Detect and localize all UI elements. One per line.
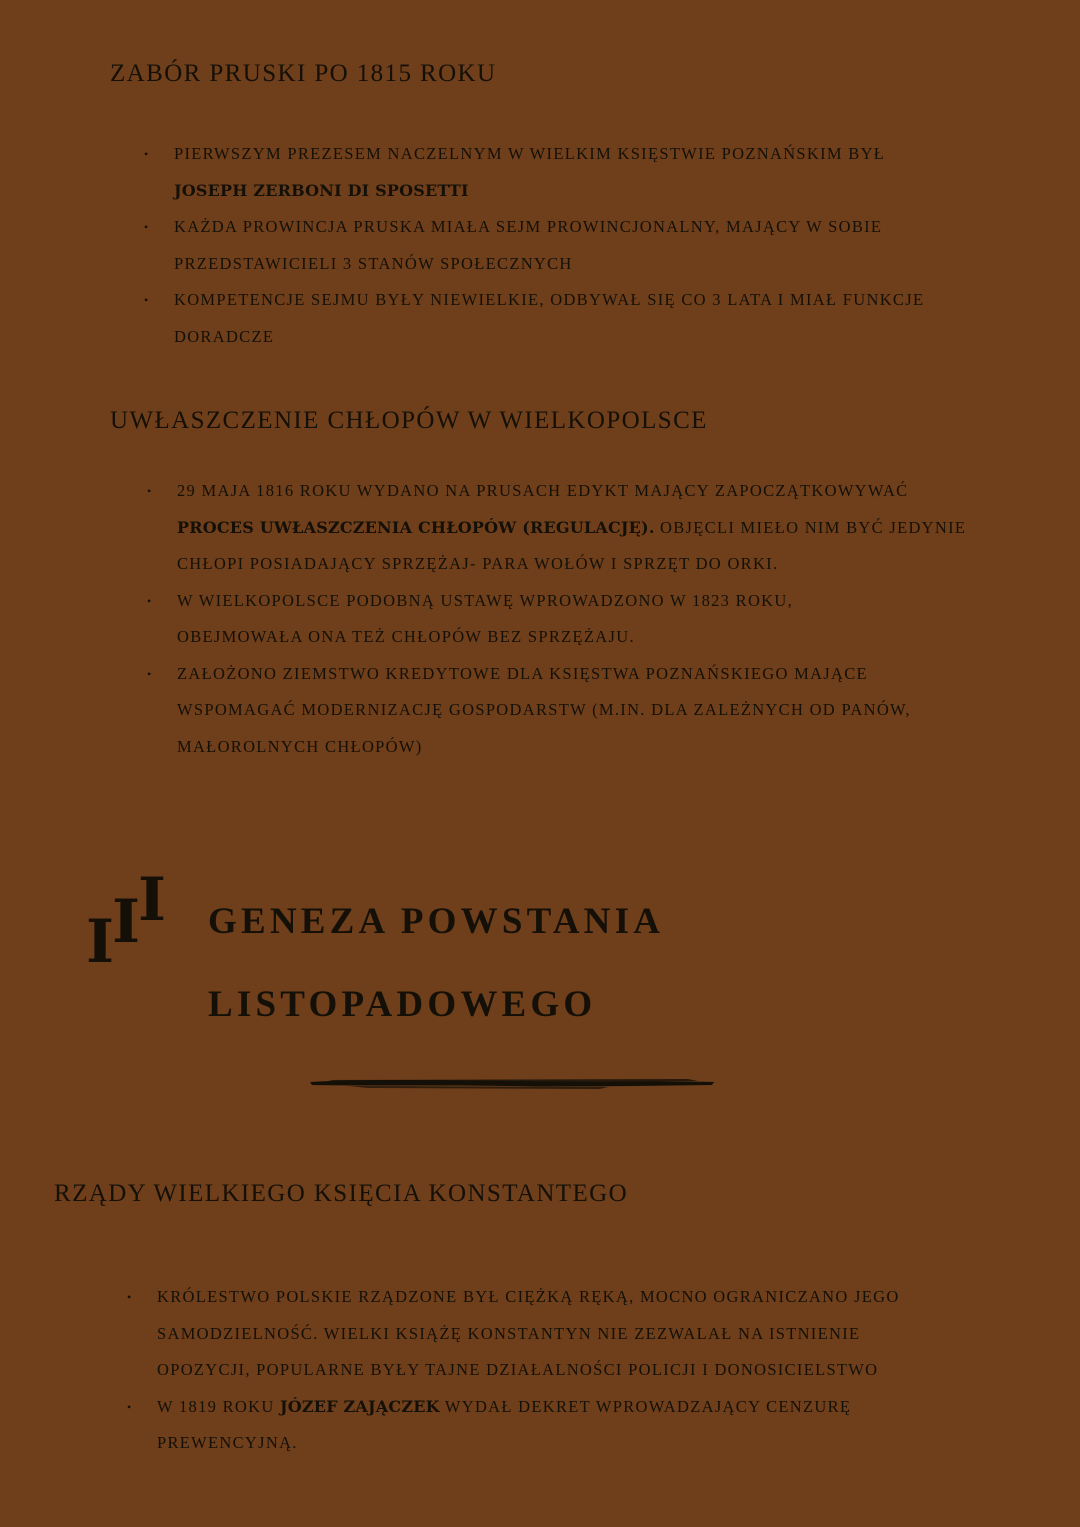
section-heading-rzady: RZĄDY WIELKIEGO KSIĘCIA KONSTANTEGO <box>54 1180 629 1207</box>
bullet-list-zabor-pruski <box>144 136 994 355</box>
bullet-icon: • <box>127 1399 133 1414</box>
bold-name: JOSEPH ZERBONI DI SPOSETTI <box>174 180 469 200</box>
list-item: • ZAŁOŻONO ZIEMSTWO KREDYTOWE DLA KSIĘSTWA POZNAŃSKIEGO MAJĄCE WSPOMAGAĆ MODERNIZACJĘ GOSPODARSTW (M.IN. DLA ZALEŻNYCH OD PANÓW, MAŁOROLNYCH CHŁOPÓW) <box>177 656 997 766</box>
bullet-icon: • <box>144 293 150 307</box>
list-item: • KAŻDA PROWINCJA PRUSKA MIAŁA SEJM PROWINCJONALNY, MAJĄCY W SOBIE PRZEDSTAWICIELI 3 STANÓW SPOŁECZNYCH <box>174 209 994 282</box>
list-item: • KRÓLESTWO POLSKIE RZĄDZONE BYŁ CIĘŻKĄ RĘKĄ, MOCNO OGRANICZANO JEGO SAMODZIELNOŚĆ. WIELKI KSIĄŻĘ KONSTANTYN NIE ZEZWALAŁ NA ISTNIENIE OPOZYCJI, POPULARNE BYŁY TAJNE DZIAŁALNOŚCI POLICJI I DONOSICIELSTWO <box>157 1279 1017 1389</box>
list-item: • PIERWSZYM PREZESEM NACZELNYM W WIELKIM KSIĘSTWIE POZNAŃSKIM BYŁ JOSEPH ZERBONI DI SPOSETTI <box>174 136 994 209</box>
bold-name: JÓZEF ZAJĄCZEK <box>280 1396 440 1416</box>
list-item: • KOMPETENCJE SEJMU BYŁY NIEWIELKIE, ODBYWAŁ SIĘ CO 3 LATA I MIAŁ FUNKCJE DORADCZE <box>174 282 994 355</box>
chapter-title-line-1: GENEZA POWSTANIA <box>208 901 665 942</box>
chapter-title <box>208 880 664 1046</box>
section-heading-uwlaszczenie: UWŁASZCZENIE CHŁOPÓW W WIELKOPOLSCE <box>110 407 708 434</box>
brush-stroke-divider <box>308 1074 716 1092</box>
list-item: • 29 MAJA 1816 ROKU WYDANO NA PRUSACH EDYKT MAJĄCY ZAPOCZĄTKOWYWAĆ PROCES UWŁASZCZENIA CHŁOPÓW (REGULACJĘ). OBJĘCLI MIEŁO NIM BYĆ JEDYNIE CHŁOPI POSIADAJĄCY SPRZĘŻAJ- PARA WOŁÓW I SPRZĘT DO ORKI. <box>177 473 997 583</box>
bullet-icon: • <box>147 484 153 498</box>
chapter-numeral: I I I <box>86 865 165 977</box>
section-heading-zabor-pruski: ZABÓR PRUSKI PO 1815 ROKU <box>110 60 497 87</box>
bullet-icon: • <box>147 666 153 681</box>
list-item: • W WIELKOPOLSCE PODOBNĄ USTAWĘ WPROWADZONO W 1823 ROKU, OBEJMOWAŁA ONA TEŻ CHŁOPÓW BEZ SPRZĘŻAJU. <box>177 583 997 656</box>
bold-term: PROCES UWŁASZCZENIA CHŁOPÓW (REGULACJĘ). <box>177 517 655 537</box>
bullet-list-rzady <box>127 1279 1017 1462</box>
bullet-list-uwlaszczenie <box>147 473 997 765</box>
bullet-icon: • <box>144 220 150 234</box>
list-item: • W 1819 ROKU JÓZEF ZAJĄCZEK WYDAŁ DEKRET WPROWADZAJĄCY CENZURĘ PREWENCYJNĄ. <box>157 1389 1017 1462</box>
bullet-icon: • <box>127 1290 133 1304</box>
bullet-icon: • <box>144 147 150 161</box>
chapter-title-line-2: LISTOPADOWEGO <box>208 984 597 1025</box>
bullet-icon: • <box>147 593 153 608</box>
